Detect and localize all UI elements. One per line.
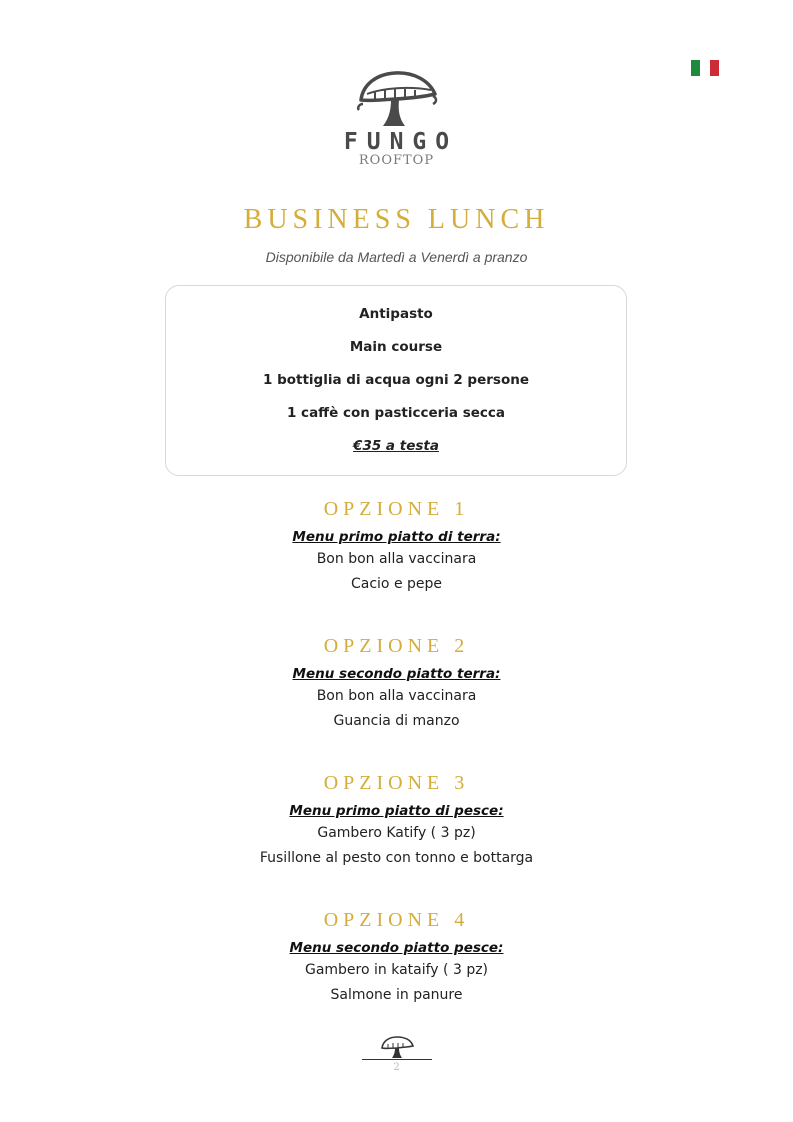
footer-rule [362,1059,432,1060]
page-footer [0,1035,793,1073]
page-number: 2 [393,1062,400,1073]
includes-box [165,285,627,476]
option-menu-label: Menu primo piatto di terra: [292,529,501,545]
dish-item: Fusillone al pesto con tonno e bottarga [259,850,534,866]
mushroom-logo-icon [355,70,439,128]
dish-item: Gambero Katify ( 3 pz) [317,825,476,841]
includes-item: 1 bottiglia di acqua ogni 2 persone [262,372,529,388]
option-title: OPZIONE 2 [323,635,470,657]
option-3 [0,770,793,871]
logo-subword: ROOFTOP [358,153,435,168]
dish-item: Guancia di manzo [333,713,460,729]
includes-item: 1 caffè con pasticceria secca [286,405,506,421]
option-menu-label: Menu primo piatto di pesce: [289,803,504,819]
dish-item: Bon bon alla vaccinara [316,688,477,704]
option-title: OPZIONE 4 [323,909,470,931]
mushroom-small-icon [379,1035,415,1059]
option-title: OPZIONE 3 [323,772,470,794]
logo-word: FUNGO [343,129,459,155]
includes-item: Antipasto [359,306,433,322]
option-menu-label: Menu secondo piatto pesce: [289,940,504,956]
dish-item: Gambero in kataify ( 3 pz) [304,962,489,978]
page-subtitle: Disponibile da Martedì a Venerdì a pranzo [265,249,528,265]
option-4 [0,907,793,1008]
fungo-rooftop-logo [0,70,793,168]
option-1 [0,496,793,597]
option-title: OPZIONE 1 [323,498,470,520]
dish-item: Salmone in panure [330,987,463,1003]
page-title: BUSINESS LUNCH [243,204,550,235]
dish-item: Cacio e pepe [350,576,443,592]
price-label: €35 a testa [353,438,439,454]
dish-item: Bon bon alla vaccinara [316,551,477,567]
includes-item: Main course [349,339,443,355]
option-menu-label: Menu secondo piatto terra: [292,666,501,682]
option-2 [0,633,793,734]
